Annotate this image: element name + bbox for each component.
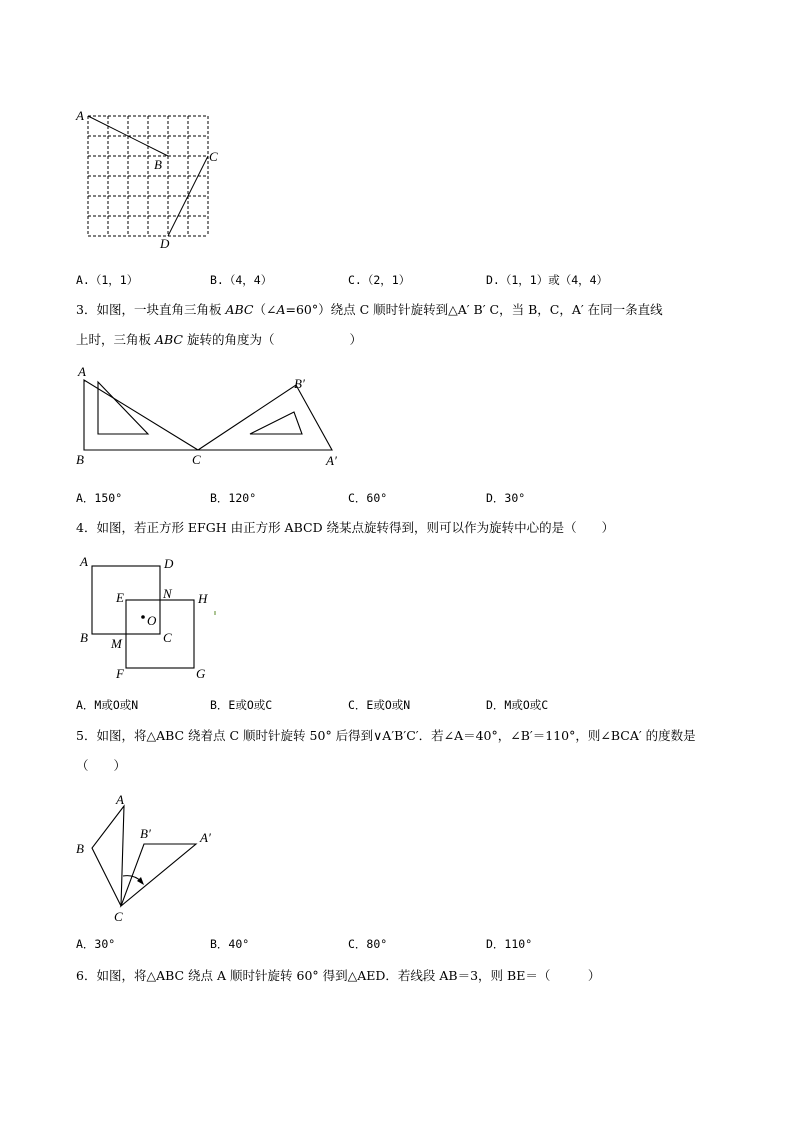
q6-question: 6．如图，将△ABC 绕点 A 顺时针旋转 60° 得到△AED．若线段 AB＝3，则 BE＝（ ）: [76, 968, 601, 983]
label-h: H: [198, 591, 208, 606]
label-m: M: [111, 636, 122, 651]
q5-option-b[interactable]: B．40°: [210, 937, 250, 951]
q5-option-a[interactable]: A．30°: [76, 937, 116, 951]
q3-text: 旋转的角度为（ ）: [183, 332, 362, 347]
label-c: C: [192, 452, 201, 467]
q5-option-c[interactable]: C．80°: [348, 937, 388, 951]
label-b: B: [154, 157, 162, 172]
label-c: C: [163, 630, 172, 645]
q5-question-line1: 5．如图，将△ABC 绕着点 C 顺时针旋转 50° 后得到∨A′B′C′．若∠A＝40°，∠B′＝110°，则∠BCA′ 的度数是: [76, 728, 696, 743]
q3-question-line1: [76, 296, 663, 324]
label-a-prime: A′: [200, 830, 211, 845]
q5-option-d[interactable]: D．110°: [486, 937, 533, 951]
label-d: D: [160, 236, 170, 251]
label-o: O: [147, 613, 157, 628]
label-a: A: [78, 364, 86, 379]
label-a: A: [76, 108, 84, 123]
q2-option-a[interactable]: A.（1，1）: [76, 273, 139, 287]
label-b: B: [76, 841, 84, 856]
q2-grid-figure: [70, 100, 230, 255]
q3-text: （∠: [253, 302, 277, 317]
label-a: A: [116, 792, 124, 807]
label-b: B: [76, 452, 84, 467]
q4-option-d[interactable]: D．M或O或C: [486, 698, 549, 712]
label-e: E: [116, 590, 124, 605]
q3-option-b[interactable]: B．120°: [210, 491, 257, 505]
q4-option-b[interactable]: B．E或O或C: [210, 698, 273, 712]
label-b: B: [80, 630, 88, 645]
q3-text: 3．如图，一块直角三角板: [76, 302, 226, 317]
q2-option-d[interactable]: D.（1，1）或（4，4）: [486, 273, 609, 287]
label-n: N: [163, 586, 172, 601]
q3-abc: ABC: [225, 302, 254, 317]
label-b-prime: B′: [140, 826, 151, 841]
q3-option-a[interactable]: A．150°: [76, 491, 123, 505]
q3-text: 上时，三角板: [76, 332, 155, 347]
q3-question-line2: [76, 326, 362, 354]
label-a-prime: A′: [326, 453, 337, 468]
q3-angle-a: A: [276, 302, 286, 317]
q4-squares-figure: [70, 550, 230, 680]
q4-option-a[interactable]: A．M或O或N: [76, 698, 139, 712]
q2-option-c[interactable]: C.（2，1）: [348, 273, 411, 287]
point-o: [141, 615, 145, 619]
q5-rotation-figure: [70, 790, 240, 925]
label-c: C: [114, 909, 123, 924]
q4-question: 4．如图，若正方形 EFGH 由正方形 ABCD 绕某点旋转得到，则可以作为旋转中心的是（ ）: [76, 520, 615, 535]
q3-abc: ABC: [154, 332, 183, 347]
q2-option-b[interactable]: B.（4，4）: [210, 273, 273, 287]
q3-option-d[interactable]: D．30°: [486, 491, 526, 505]
q3-triangle-figure: [70, 362, 360, 472]
label-d: D: [164, 556, 174, 571]
q3-text: =60°）绕点 C 顺时针旋转到△A′ B′ C，当 B，C，A′ 在同一条直线: [285, 302, 663, 317]
q3-option-c[interactable]: C．60°: [348, 491, 388, 505]
label-f: F: [116, 666, 124, 680]
q4-option-c[interactable]: C．E或O或N: [348, 698, 411, 712]
q5-question-line2: （ ）: [76, 758, 127, 773]
label-c: C: [209, 149, 218, 164]
label-b-prime: B′: [294, 376, 305, 391]
label-a: A: [80, 554, 88, 569]
label-g: G: [196, 666, 206, 680]
